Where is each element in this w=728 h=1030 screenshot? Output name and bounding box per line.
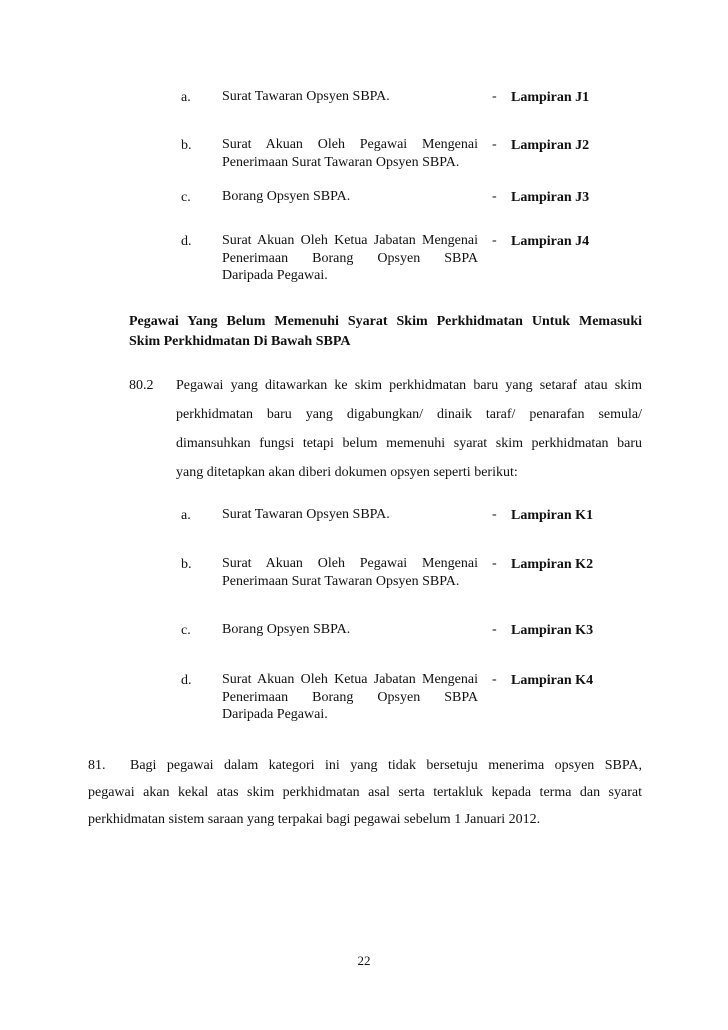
paragraph-text: pegawai akan kekal atas skim perkhidmatan asal serta tertakluk kepada terma dan syarat (88, 785, 642, 800)
appendix-reference: Lampiran J4 (511, 234, 590, 249)
item-description: Surat Akuan Oleh Ketua Jabatan Mengenai Penerimaan Borang Opsyen SBPA Daripada Pegawai. (222, 672, 478, 722)
paragraph-text: Pegawai yang ditawarkan ke skim perkhidmatan baru yang setaraf atau skim perkhidmatan baru yang digabungkan/ dinaik taraf/ penarafan semula/ dimansuhkan fungsi tetapi belum memenuhi syarat skim perkhidmatan baru yang ditetapkan akan diberi dokumen opsyen seperti berikut: (176, 378, 642, 480)
item-description: Borang Opsyen SBPA. (222, 622, 351, 637)
item-description: Surat Tawaran Opsyen SBPA. (222, 89, 390, 104)
item-description: Surat Akuan Oleh Pegawai Mengenai Penerimaan Surat Tawaran Opsyen SBPA. (222, 137, 478, 170)
item-letter: b. (181, 557, 192, 572)
item-letter: a. (181, 508, 191, 523)
item-dash: - (492, 233, 497, 248)
item-letter: c. (181, 623, 191, 638)
item-description: Surat Akuan Oleh Ketua Jabatan Mengenai Penerimaan Borang Opsyen SBPA Daripada Pegawai. (222, 233, 478, 283)
item-letter: c. (181, 190, 191, 205)
item-dash: - (492, 672, 497, 687)
item-dash: - (492, 89, 497, 104)
paragraph-number: 80.2 (129, 378, 154, 393)
page-number: 22 (357, 953, 371, 968)
item-dash: - (492, 137, 497, 152)
paragraph-text: perkhidmatan sistem saraan yang terpakai bagi pegawai sebelum 1 Januari 2012. (88, 812, 541, 827)
item-description: Surat Tawaran Opsyen SBPA. (222, 507, 390, 522)
item-letter: a. (181, 90, 191, 105)
item-dash: - (492, 189, 497, 204)
item-letter: d. (181, 673, 192, 688)
appendix-reference: Lampiran J3 (511, 190, 590, 205)
paragraph-number: 81. (88, 758, 106, 773)
paragraph-text: Bagi pegawai dalam kategori ini yang tidak bersetuju menerima opsyen SBPA, (130, 758, 642, 773)
item-description: Surat Akuan Oleh Pegawai Mengenai Penerimaan Surat Tawaran Opsyen SBPA. (222, 556, 478, 589)
appendix-reference: Lampiran K4 (511, 673, 594, 688)
item-letter: b. (181, 138, 192, 153)
item-description: Borang Opsyen SBPA. (222, 189, 351, 204)
paragraph-81 (88, 756, 642, 837)
item-dash: - (492, 622, 497, 637)
section-heading: Pegawai Yang Belum Memenuhi Syarat Skim Perkhidmatan Untuk Memasuki Skim Perkhidmatan Di Bawah SBPA (129, 314, 642, 349)
appendix-reference: Lampiran J2 (511, 138, 590, 153)
item-dash: - (492, 556, 497, 571)
appendix-reference: Lampiran K2 (511, 557, 594, 572)
item-dash: - (492, 507, 497, 522)
item-letter: d. (181, 234, 192, 249)
appendix-reference: Lampiran K1 (511, 508, 594, 523)
appendix-reference: Lampiran K3 (511, 623, 594, 638)
appendix-reference: Lampiran J1 (511, 90, 590, 105)
